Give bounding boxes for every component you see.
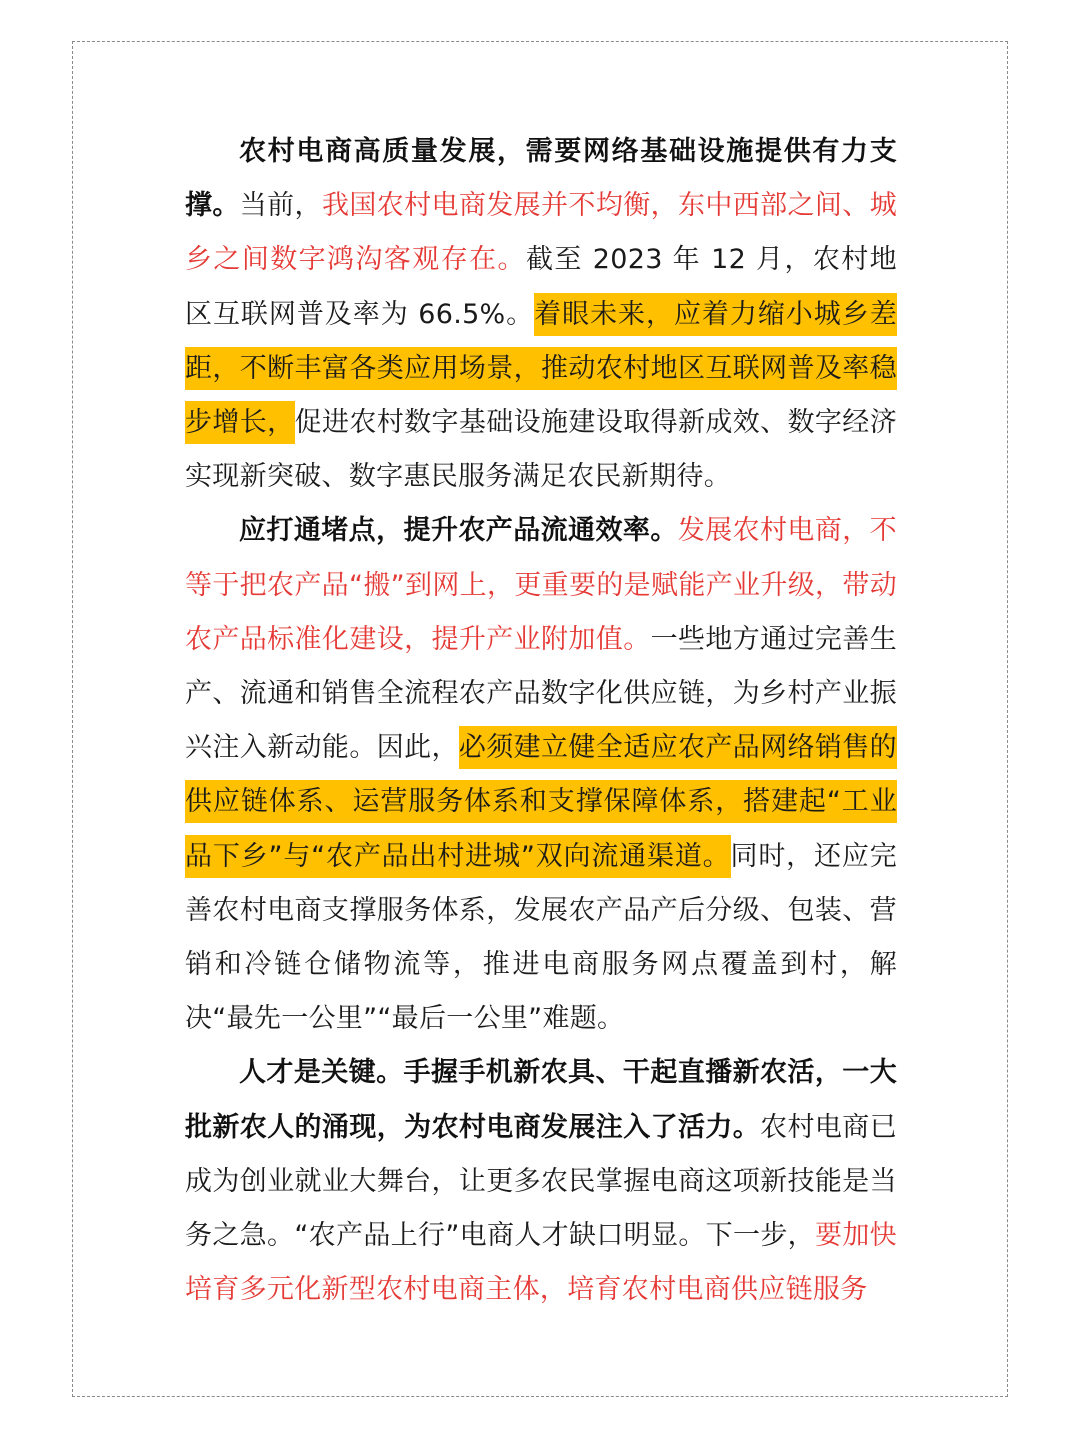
paragraph-2-text: 同时，还应完善农村电商支撑服务体系，发展农产品产后分级、包装、营销和冷链仓储物流等，推进电商服务网点覆盖到村，解决“最先一公里”“最后一公里”难题。	[185, 840, 897, 1035]
paragraph-3-red-text: 要加快培育多元化新型农村电商主体，培育农村电商供应链服务	[185, 1220, 897, 1306]
paragraph-2-red-text: 发展农村电商，不等于把农产品“搬”到网上，更重要的是赋能产业升级，带动农产品标准化建设，提升产业附加值。	[185, 515, 897, 655]
paragraph-2-text: 一些地方通过完善生产、流通和销售全流程农产品数字化供应链，为乡村产业振兴注入新动能。因此，	[185, 623, 897, 764]
paragraph-1-text: 促进农村数字基础设施建设取得新成效、数字经济实现新突破、数字惠民服务满足农民新期待。	[185, 407, 897, 493]
paragraph-1-text: 截至 2023 年 12 月，农村地区互联网普及率为 66.5%。	[185, 244, 897, 330]
paragraph-1-text: 当前，	[239, 190, 322, 222]
paragraph-1-highlight: 着眼未来，应着力缩小城乡差距，不断丰富各类应用场景，推动农村地区互联网普及率稳步增长，	[185, 293, 897, 444]
paragraph-1-red-text: 我国农村电商发展并不均衡，东中西部之间、城乡之间数字鸿沟客观存在。	[185, 190, 897, 276]
paragraph-2-highlight: 必须建立健全适应农产品网络销售的供应链体系、运营服务体系和支撑保障体系，搭建起“工业品下乡”与“农产品出村进城”双向流通渠道。	[185, 726, 897, 877]
paragraph-3-heading: 人才是关键。手握手机新农具、干起直播新农活，一大批新农人的涌现，为农村电商发展注入了活力。	[185, 1057, 897, 1143]
paragraph-2-heading: 应打通堵点，提升农产品流通效率。	[239, 515, 678, 547]
paragraph-circulation	[185, 504, 897, 1046]
paragraph-infrastructure	[185, 125, 897, 504]
paragraph-3-text: 农村电商已成为创业就业大舞台，让更多农民掌握电商这项新技能是当务之急。“农产品上行”电商人才缺口明显。下一步，	[185, 1111, 897, 1252]
article-body	[185, 125, 897, 1317]
paragraph-1-heading: 农村电商高质量发展，需要网络基础设施提供有力支撑。	[185, 136, 897, 222]
paragraph-talent	[185, 1046, 897, 1317]
